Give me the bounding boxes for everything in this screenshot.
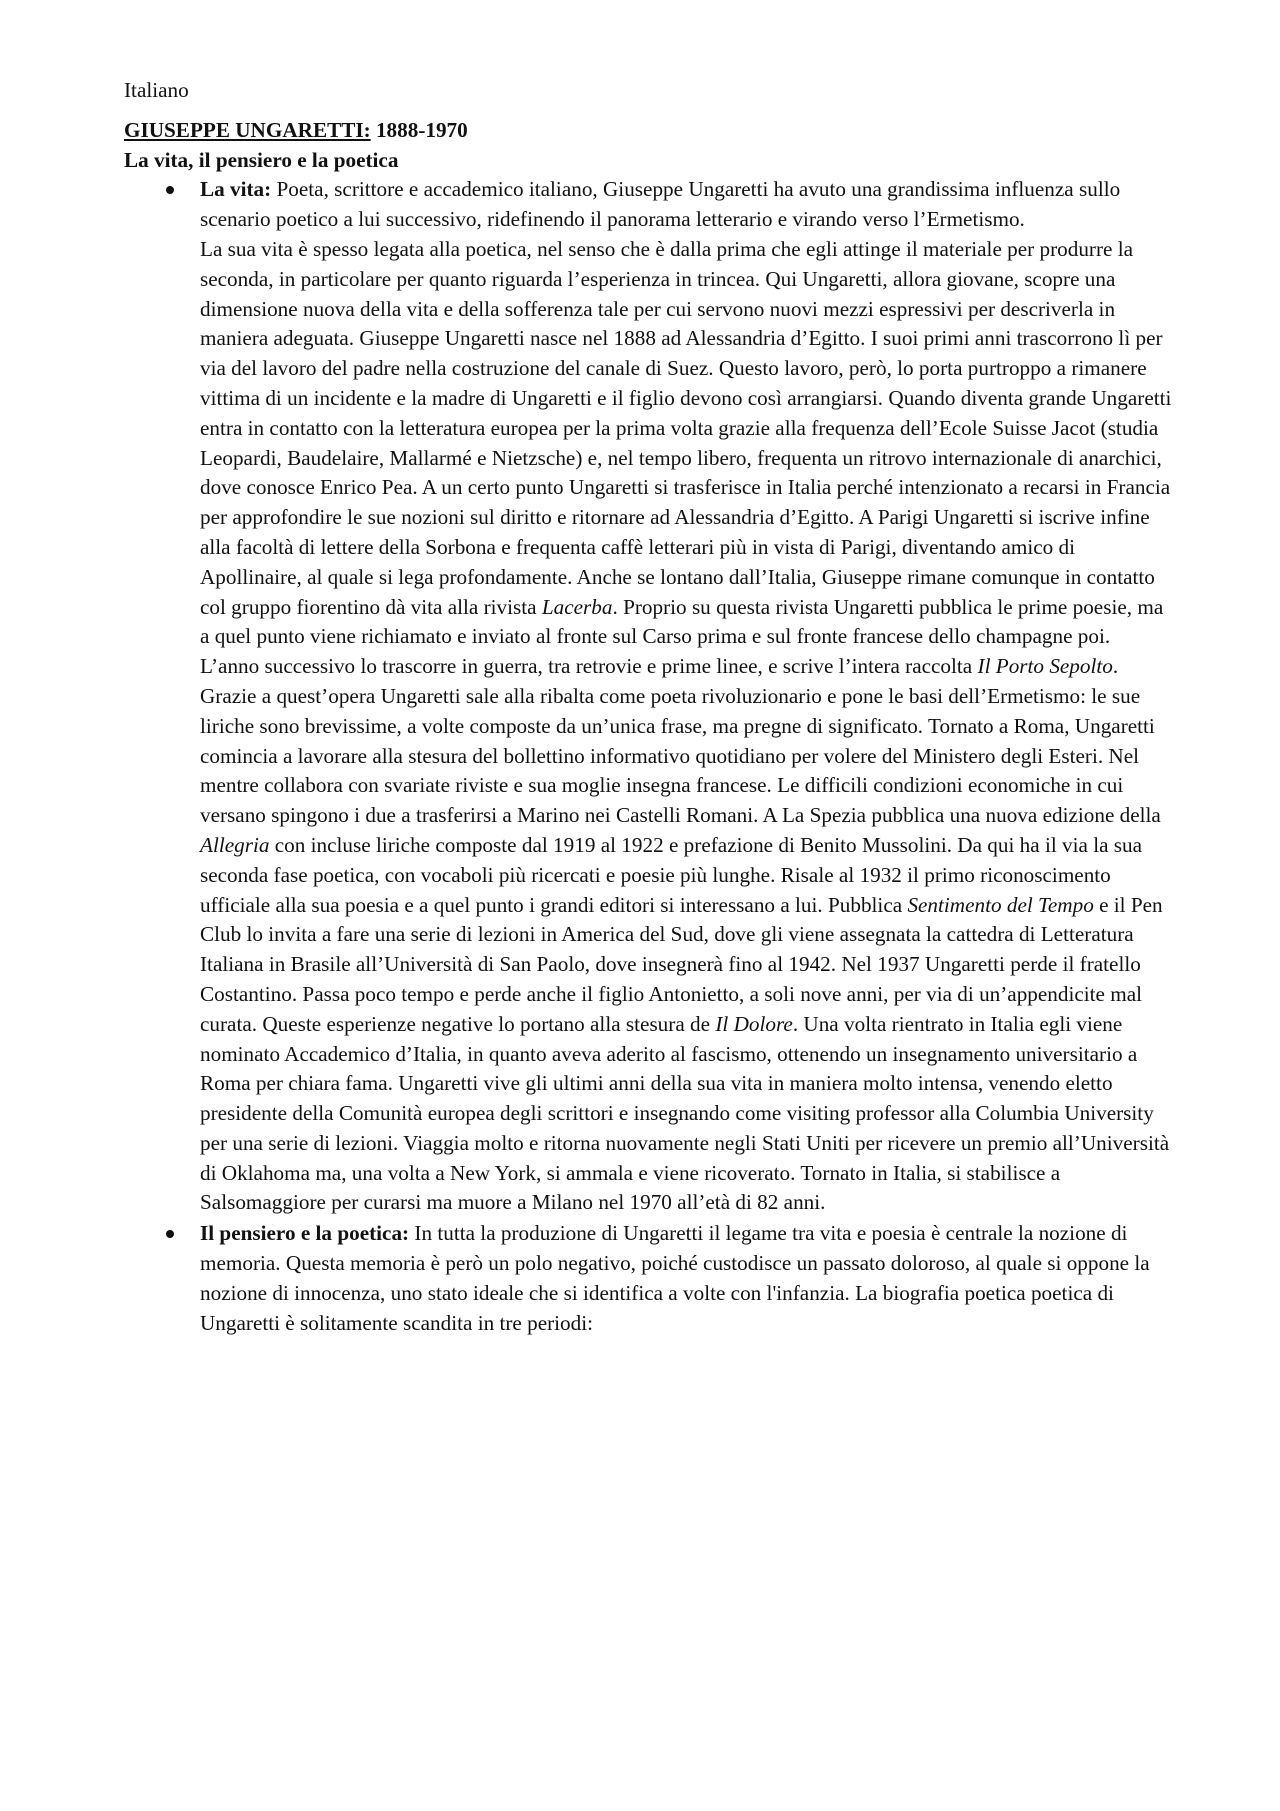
body-text: con incluse liriche composte dal 1919 al 1922 e prefazione di Benito Mussolini. Da qui ha il via la sua seconda fase poetica, con vocaboli più ricercati e poesie più lunghe. Risale al 1932 il primo riconoscimento ufficiale alla sua poesia e a quel punto i grandi editori si interessano a lui. Pubblica <box>200 832 1143 917</box>
body-text: . Una volta rientrato in Italia egli viene nominato Accademico d’Italia, in quanto aveva aderito al fascismo, ottenendo un insegnamento universitario a Roma per chiara fama. Ungaretti vive gli ultimi anni della sua vita in maniera molto intensa, venendo eletto presidente della Comunità europea degli scrittori e insegnando come visiting professor alla Columbia University per una serie di lezioni. Viaggia molto e ritorna nuovamente negli Stati Uniti per ricevere un premio all’Università di Oklahoma ma, una volta a New York, si ammala e viene ricoverato. Tornato in Italia, si stabilisce a Salsomaggiore per curarsi ma muore a Milano nel 1970 all’età di 82 anni. <box>200 1011 1170 1215</box>
la-vita-intro <box>200 175 1174 235</box>
subject-label: Italiano <box>124 78 189 102</box>
author-name: GIUSEPPE UNGARETTI: <box>124 117 371 142</box>
body-text: . Grazie a quest’opera Ungaretti sale alla ribalta come poeta rivoluzionario e pone le basi dell’Ermetismo: le sue liriche sono brevissime, a volte composte da un’unica frase, ma pregne di significato. Tornato a Roma, Ungaretti comincia a lavorare alla stesura del bollettino informativo quotidiano per volere del Ministero degli Esteri. Nel mentre collabora con svariate riviste e sua moglie insegna francese. Le difficili condizioni economiche in cui versano spingono i due a trasferirsi a Marino nei Castelli Romani. A La Spezia pubblica una nuova edizione della <box>200 654 1161 828</box>
work-title-il-dolore: Il Dolore <box>715 1011 793 1036</box>
work-title-il-porto-sepolto: Il Porto Sepolto <box>977 654 1113 679</box>
section-text: In tutta la produzione di Ungaretti il legame tra vita e poesia è centrale la nozione di memoria. Questa memoria è però un polo negativo, poiché custodisce un passato doloroso, al quale si oppone la nozione di innocenza, uno stato ideale che si identifica a volte con l'infanzia. La biografia poetica poetica di Ungaretti è solitamente scandita in tre periodi: <box>200 1221 1150 1335</box>
list-item-la-vita <box>124 175 1174 1218</box>
body-text: La sua vita è spesso legata alla poetica, nel senso che è dalla prima che egli attinge il materiale per produrre la seconda, in particolare per quanto riguarda l’esperienza in trincea. Qui Ungaretti, allora giovane, scopre una dimensione nuova della vita e della sofferenza tale per cui servono nuovi mezzi espressivi per descriverla in maniera adeguata. Giuseppe Ungaretti nasce nel 1888 ad Alessandria d’Egitto. I suoi primi anni trascorrono lì per via del lavoro del padre nella costruzione del canale di Suez. Questo lavoro, però, lo porta purtroppo a rimanere vittima di un incidente e la madre di Ungaretti e il figlio devono così arrangiarsi. Quando diventa grande Ungaretti entra in contatto con la letteratura europea per la prima volta grazie alla frequenza dell’Ecole Suisse Jacot (studia Leopardi, Baudelaire, Mallarmé e Nietzsche) e, nel tempo libero, frequenta un ritrovo internazionale di anarchici, dove conosce Enrico Pea. A un certo punto Ungaretti si trasferisce in Italia perché intenzionato a recarsi in Francia per approfondire le sue nozioni sul diritto e ritornare ad Alessandria d’Egitto. A Parigi Ungaretti si iscrive infine alla facoltà di lettere della Sorbona e frequenta caffè letterari più in vista di Parigi, diventando amico di Apollinaire, al quale si lega profondamente. Anche se lontano dall’Italia, Giuseppe rimane comunque in contatto col gruppo fiorentino dà vita alla rivista <box>200 236 1172 619</box>
document-page <box>124 76 1174 1338</box>
body-text: e il Pen Club lo invita a fare una serie di lezioni in America del Sud, dove gli viene assegnata la cattedra di Letteratura Italiana in Brasile all’Università di San Paolo, dove insegnerà fino al 1942. Nel 1937 Ungaretti perde il fratello Costantino. Passa poco tempo e perde anche il figlio Antonietto, a soli nove anni, per via di un’appendicite mal curata. Queste esperienze negative lo portano alla stesura de <box>200 892 1163 1036</box>
work-title-allegria: Allegria <box>200 832 270 857</box>
document-title <box>124 116 1174 146</box>
la-vita-body <box>200 235 1174 1218</box>
work-title-sentimento-del-tempo: Sentimento del Tempo <box>907 892 1094 917</box>
author-dates: 1888-1970 <box>370 117 468 142</box>
body-text: . Proprio su questa rivista Ungaretti pubblica le prime poesie, ma a quel punto viene richiamato e inviato al fronte sul Carso prima e sul fronte francese dello champagne poi. L’anno successivo lo trascorre in guerra, tra retrovie e prime linee, e scrive l’intera raccolta <box>200 594 1164 679</box>
document-subtitle: La vita, il pensiero e la poetica <box>124 147 399 172</box>
section-text: Poeta, scrittore e accademico italiano, Giuseppe Ungaretti ha avuto una grandissima influenza sullo scenario poetico a lui successivo, ridefinendo il panorama letterario e virando verso l’Ermetismo. <box>200 177 1121 232</box>
section-label: La vita: <box>200 177 272 202</box>
list-item-pensiero-poetica <box>124 1219 1174 1338</box>
pensiero-poetica-text <box>200 1219 1174 1338</box>
section-list <box>124 175 1174 1338</box>
work-title-lacerba: Lacerba <box>541 594 613 619</box>
section-label: Il pensiero e la poetica: <box>200 1221 410 1246</box>
